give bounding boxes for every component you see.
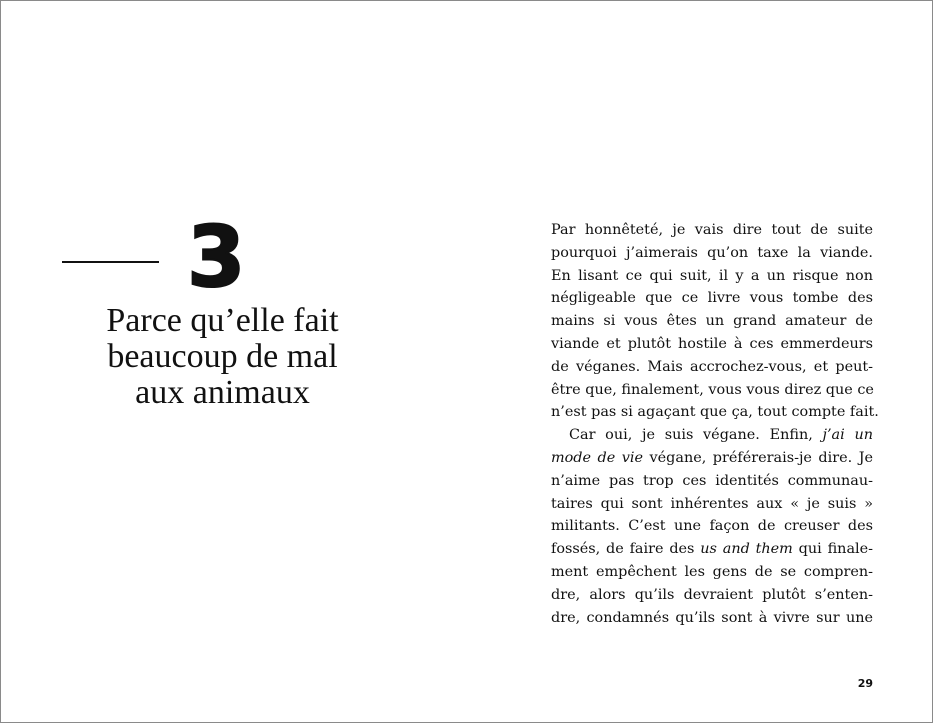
italic-run: mode de vie xyxy=(551,449,644,466)
text-line: être que, finalement, vous vous direz que ce xyxy=(551,381,874,398)
text-line xyxy=(551,447,873,470)
page-number: 29 xyxy=(857,677,873,690)
chapter-title-line: Parce qu’elle fait xyxy=(106,302,339,339)
text-line: dre, condamnés qu’ils sont à vivre sur une xyxy=(551,609,873,626)
text-run: végane, préférerais-je dire. Je xyxy=(649,449,873,466)
text-line: militants. C’est une façon de creuser des xyxy=(551,518,873,535)
chapter-number: 3 xyxy=(187,208,245,306)
italic-run: us and them xyxy=(700,541,793,558)
chapter-rule xyxy=(62,261,159,263)
text-line xyxy=(551,424,873,447)
chapter-title xyxy=(61,303,384,411)
text-line: n’aime pas trop ces identités communau- xyxy=(551,472,873,489)
text-line: pourquoi j’aimerais qu’on taxe la viande. xyxy=(551,244,873,261)
text-line: n’est pas si agaçant que ça, tout compte fait. xyxy=(551,404,879,421)
italic-run: j’ai un xyxy=(822,427,873,444)
text-line: viande et plutôt hostile à ces emmerdeurs xyxy=(551,335,873,352)
text-line: dre, alors qu’ils devraient plutôt s’enten- xyxy=(551,586,873,603)
text-line: ment empêchent les gens de se compren- xyxy=(551,563,873,580)
text-line: de véganes. Mais accrochez-vous, et peut- xyxy=(551,358,873,375)
chapter-title-line: aux animaux xyxy=(135,374,310,411)
text-run: Car oui, je suis végane. Enfin, xyxy=(569,427,813,444)
text-line: En lisant ce qui suit, il y a un risque non xyxy=(551,267,873,284)
text-run: fossés, de faire des xyxy=(551,541,695,558)
text-line: taires qui sont inhérentes aux « je suis » xyxy=(551,495,873,512)
text-line: négligeable que ce livre vous tombe des xyxy=(551,290,873,307)
body-text xyxy=(551,219,879,629)
chapter-title-line: beaucoup de mal xyxy=(107,338,338,375)
text-line xyxy=(551,538,873,561)
text-run: qui finale- xyxy=(798,541,874,558)
text-line: mains si vous êtes un grand amateur de xyxy=(551,313,873,330)
text-line: Par honnêteté, je vais dire tout de suite xyxy=(551,222,873,238)
